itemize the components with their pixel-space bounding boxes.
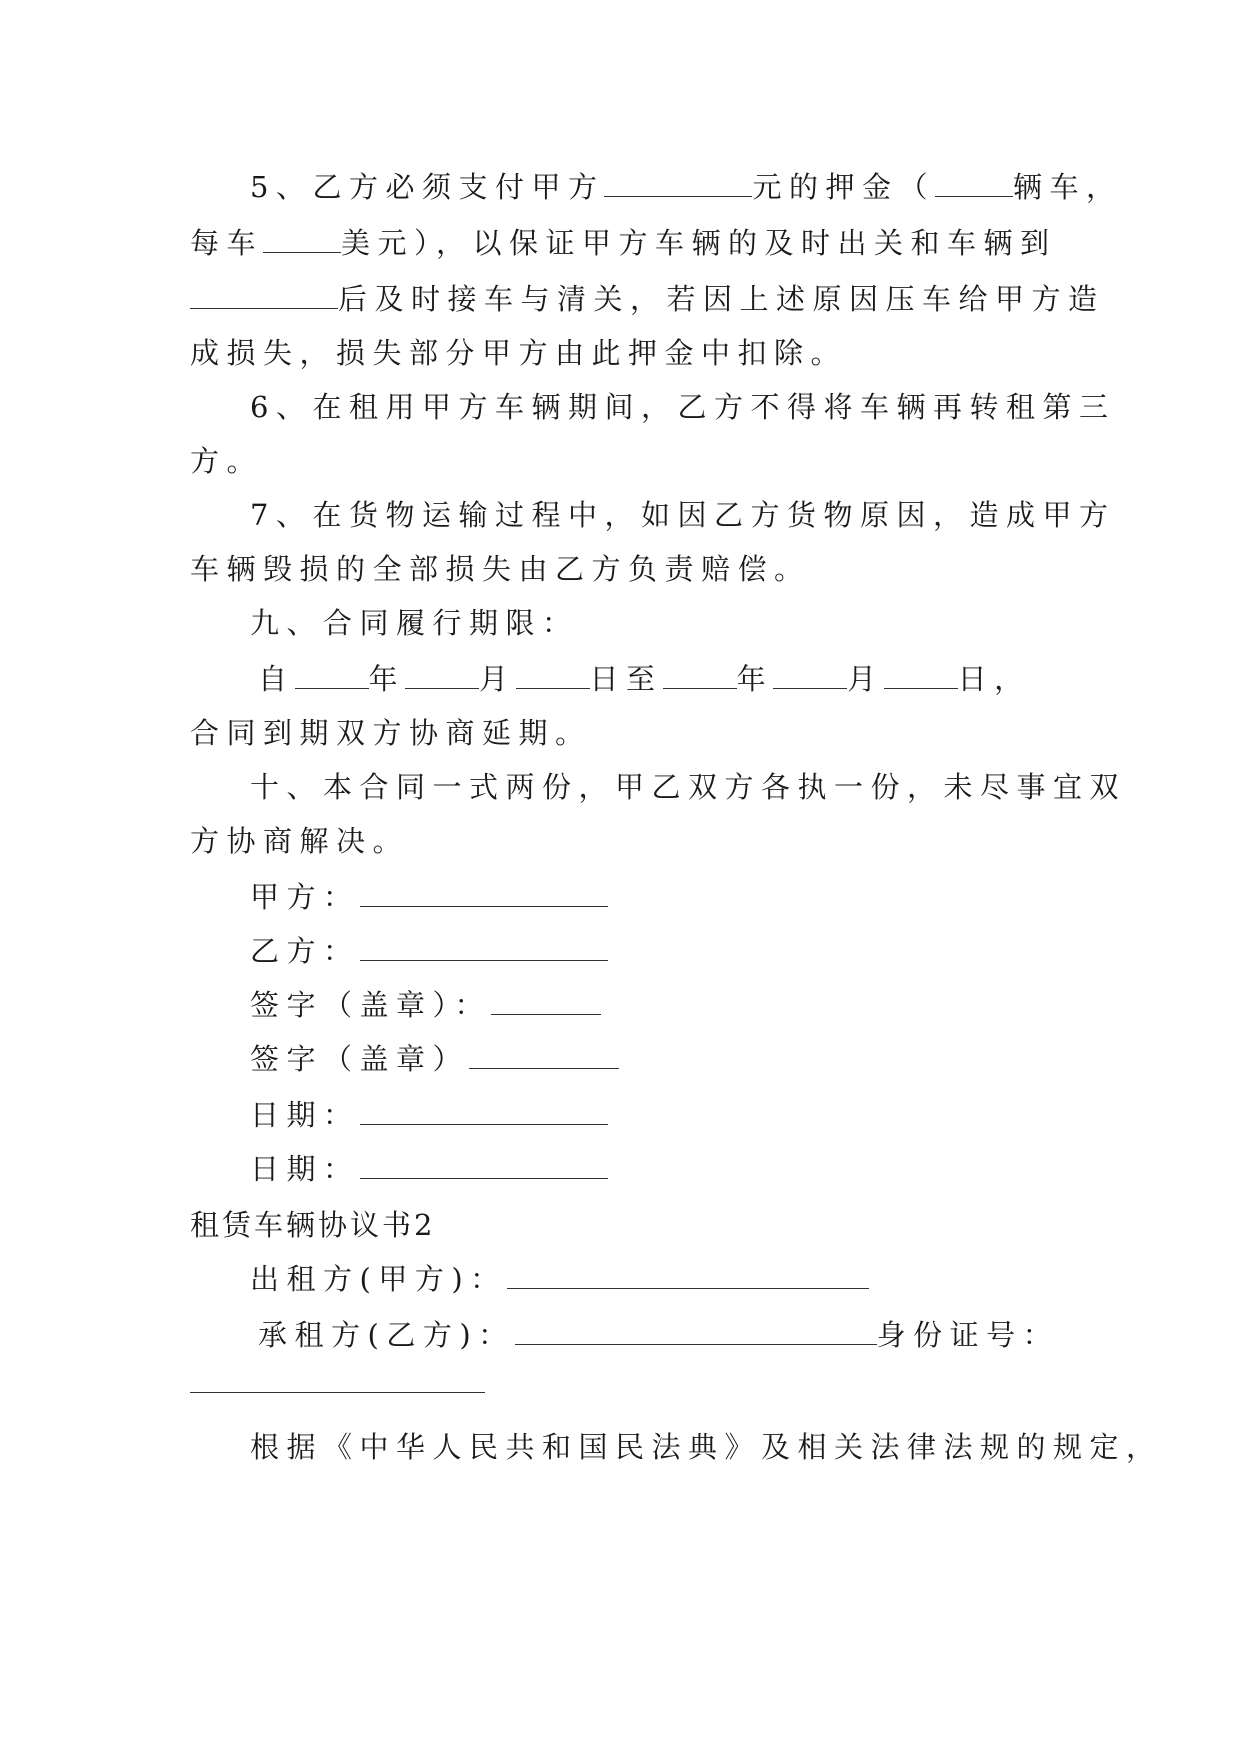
sign-seal-label-1: 签字（盖章）： xyxy=(250,988,492,1022)
clause5-text-f: 后及时接车与清关，若因上述原因压车给甲方造 xyxy=(338,282,1105,316)
date-line-2 xyxy=(250,1140,1055,1198)
clause5-line4: 成损失，损失部分甲方由此押金中扣除。 xyxy=(190,336,848,370)
clause6-line1: 6、在租用甲方车辆期间，乙方不得将车辆再转租第三 xyxy=(250,390,1116,424)
start-day-blank xyxy=(516,655,590,689)
lessor-label: 出租方(甲方)： xyxy=(250,1262,507,1296)
deposit-amount-blank xyxy=(604,163,752,197)
start-year-label: 年 xyxy=(368,662,406,696)
vehicle-count-blank xyxy=(935,163,1013,197)
clause5-text-a: 5、乙方必须支付甲方 xyxy=(250,170,605,204)
clause5-text-e: 美元），以保证甲方车辆的及时出关和车辆到 xyxy=(341,226,1057,260)
agreement2-title: 租赁车辆协议书2 xyxy=(190,1208,436,1242)
sign-seal-line-2 xyxy=(250,1030,1055,1088)
section9-line3: 合同到期双方协商延期。 xyxy=(190,716,592,750)
date-label-1: 日期： xyxy=(250,1098,360,1132)
party-b-blank xyxy=(360,927,608,961)
end-day-blank xyxy=(884,655,958,689)
period-from-label: 自 xyxy=(258,662,295,696)
per-vehicle-amount-blank xyxy=(263,219,341,253)
clause7-line2: 车辆毁损的全部损失由乙方负责赔偿。 xyxy=(190,552,811,586)
sign-seal-label-2: 签字（盖章） xyxy=(250,1042,470,1076)
lessee-blank xyxy=(515,1311,877,1345)
lessee-label: 承租方(乙方)： xyxy=(258,1318,515,1352)
clause5-line1 xyxy=(250,158,1123,216)
date-label-2: 日期： xyxy=(250,1152,360,1186)
clause5-text-d: 每车 xyxy=(190,226,264,260)
id-number-label: 身份证号： xyxy=(876,1318,1060,1352)
end-day-label: 日， xyxy=(957,662,1031,696)
section9-title: 九、合同履行期限： xyxy=(250,606,579,640)
end-month-blank xyxy=(773,655,847,689)
end-year-blank xyxy=(663,655,737,689)
party-a-line xyxy=(250,868,1055,926)
end-year-label: 年 xyxy=(736,662,774,696)
section10-line1: 十、本合同一式两份，甲乙双方各执一份，未尽事宜双 xyxy=(250,770,1127,804)
clause5-text-b: 元的押金（ xyxy=(752,170,935,204)
date-line-1 xyxy=(250,1086,1055,1144)
party-a-label: 甲方： xyxy=(250,880,360,914)
clause5-text-c: 辆车， xyxy=(1012,170,1123,204)
start-day-to-label: 日至 xyxy=(589,662,663,696)
basis-line: 根据《中华人民共和国民法典》及相关法律法规的规定， xyxy=(250,1430,1163,1464)
party-b-line xyxy=(250,922,1055,980)
clause5-line2 xyxy=(190,214,1055,272)
lessor-blank xyxy=(507,1255,869,1289)
date-blank-1 xyxy=(360,1091,608,1125)
party-b-label: 乙方： xyxy=(250,934,360,968)
start-month-label: 月 xyxy=(479,662,516,696)
id-number-line xyxy=(190,1354,1055,1412)
lessor-line xyxy=(250,1250,1055,1308)
sign-seal-line-1 xyxy=(250,976,1055,1034)
id-number-blank xyxy=(190,1359,485,1393)
clause6-line2: 方。 xyxy=(190,444,264,478)
start-year-blank xyxy=(295,655,369,689)
sign-seal-blank-1 xyxy=(491,981,601,1015)
destination-blank xyxy=(190,275,338,309)
date-blank-2 xyxy=(360,1145,608,1179)
end-month-label: 月 xyxy=(847,662,884,696)
party-a-blank xyxy=(360,873,608,907)
sign-seal-blank-2 xyxy=(469,1035,619,1069)
clause5-line3 xyxy=(190,270,1105,328)
section10-line2: 方协商解决。 xyxy=(190,824,410,858)
contract-period-line xyxy=(258,650,1063,708)
clause7-line1: 7、在货物运输过程中，如因乙方货物原因，造成甲方 xyxy=(250,498,1116,532)
start-month-blank xyxy=(405,655,479,689)
